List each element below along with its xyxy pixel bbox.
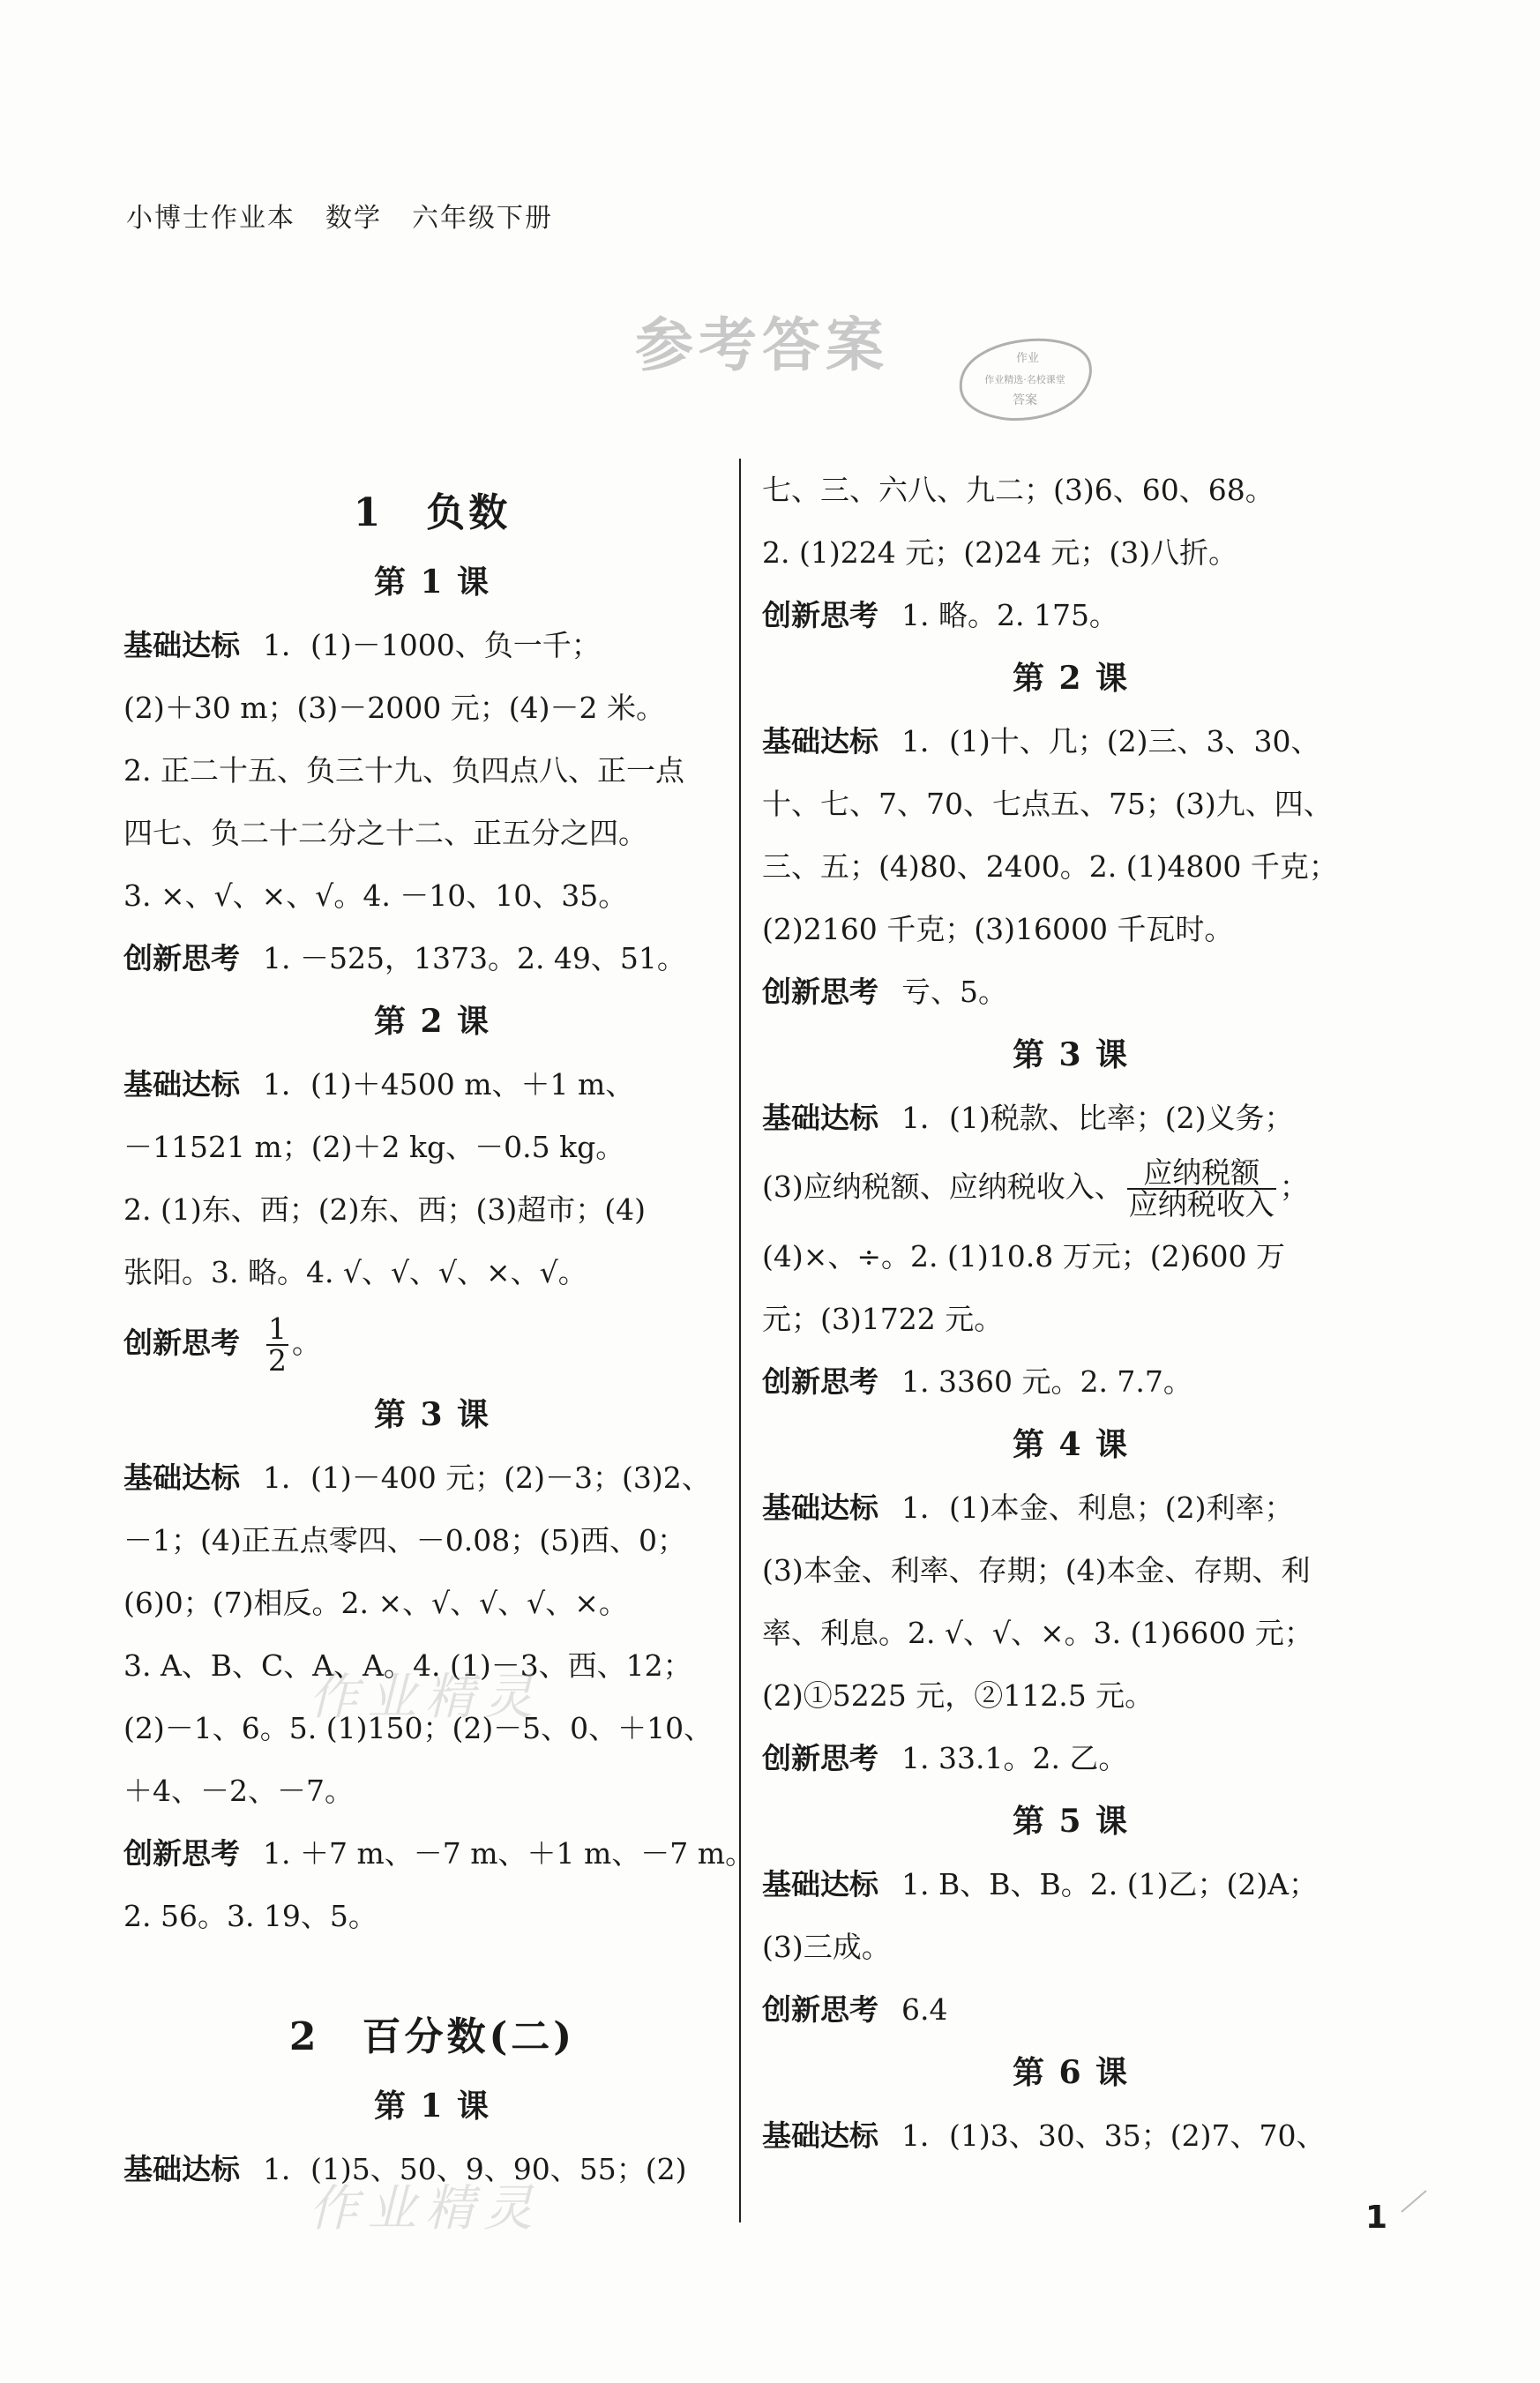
answer-line: 元；(3)1722 元。 (762, 1302, 1004, 1336)
lesson-heading: 第 5 课 (1012, 1803, 1130, 1840)
stamp-bottom-text: 答案 (1013, 393, 1037, 407)
answer-line: 创新思考 $\frac{1}{2}$ 。 (123, 1311, 321, 1378)
lesson-heading: 第 2 课 (1012, 660, 1130, 697)
answer-line: (4)×、÷。2. (1)10.8 万元；(2)600 万 (762, 1239, 1285, 1274)
basic-label: 基础达标 (123, 2152, 240, 2186)
basic-label: 基础达标 (123, 1460, 240, 1495)
answer-line: 张阳。3. 略。4. √、√、√、×、√。 (123, 1255, 587, 1289)
answer-line: 创新思考 1. 33.1。2. 乙。 (762, 1741, 1128, 1775)
answer-line: (3)本金、利率、存期；(4)本金、存期、利 (762, 1553, 1311, 1587)
book-header (126, 196, 583, 235)
answer-line: (6)0；(7)相反。2. ×、√、√、√、×。 (123, 1586, 628, 1620)
answer-line: (3)三成。 (762, 1930, 891, 1964)
left-column (123, 476, 755, 2200)
unit-heading: 2 百分数(二) (288, 2014, 576, 2059)
grade-name: 六年级下册 (412, 203, 553, 234)
answer-line: ＋4、－2、－7。 (123, 1774, 354, 1808)
lesson-heading: 第 3 课 (1012, 1036, 1130, 1073)
answer-line: －11521 m；(2)＋2 kg、－0.5 kg。 (123, 1130, 625, 1164)
lesson-heading: 第 4 课 (1012, 1426, 1130, 1463)
series-name: 小博士作业本 (126, 203, 295, 234)
innovation-label: 创新思考 (762, 598, 878, 632)
answer-line: 2. 正二十五、负三十九、负四点八、正一点 (123, 753, 684, 788)
stamp-top-text: 作业 (1015, 352, 1040, 365)
basic-label: 基础达标 (762, 1490, 878, 1525)
answer-line: 2. (1)224 元；(2)24 元；(3)八折。 (762, 535, 1238, 570)
answer-line: (2)－1、6。5. (1)150；(2)－5、0、＋10、 (123, 1711, 714, 1745)
answer-line: 基础达标 1．(1)3、30、35；(2)7、70、 (762, 2118, 1326, 2153)
answer-line: (2)＋30 m；(3)－2000 元；(4)－2 米。 (123, 691, 665, 725)
seal-stamp (944, 326, 1103, 432)
answer-line: 基础达标 1．(1)5、50、9、90、55；(2) (123, 2152, 687, 2186)
stamp-mid-text: 作业精选·名校课堂 (984, 374, 1065, 385)
lesson-heading: 第 6 课 (1012, 2054, 1130, 2091)
basic-label: 基础达标 (123, 628, 240, 662)
innovation-label: 创新思考 (123, 1326, 240, 1360)
innovation-label: 创新思考 (123, 941, 240, 975)
answer-line: 三、五；(4)80、2400。2. (1)4800 千克； (762, 849, 1338, 884)
fraction: $\frac{\text{应纳税额}}{\text{应纳税收入}}$ (1128, 1155, 1275, 1221)
page-number: 1 (1365, 2200, 1388, 2236)
lesson-heading: 第 1 课 (373, 564, 491, 601)
corner-mark-icon (1398, 2185, 1430, 2217)
fraction: $\frac{1}{2}$ (268, 1311, 287, 1378)
answer-line: 率、利息。2. √、√、×。3. (1)6600 元； (762, 1616, 1313, 1650)
answer-line: 创新思考 亏、5。 (762, 975, 1007, 1009)
answer-line: 3. A、B、C、A、A。4. (1)－3、西、12； (123, 1648, 692, 1683)
answer-line: (2)2160 千克；(3)16000 千瓦时。 (762, 912, 1234, 946)
innovation-label: 创新思考 (123, 1836, 240, 1871)
watermark: 作业精灵 (309, 2180, 542, 2237)
lesson-heading: 第 2 课 (373, 1003, 491, 1040)
answer-line: 四七、负二十二分之十二、正五分之四。 (123, 816, 647, 850)
answer-line: 创新思考 1. 略。2. 175。 (762, 598, 1118, 632)
answer-line: 创新思考 1. ＋7 m、－7 m、＋1 m、－7 m。 (123, 1836, 755, 1871)
answer-line: －1；(4)正五点零四、－0.08；(5)西、0； (123, 1523, 686, 1558)
lesson-heading: 第 1 课 (373, 2088, 491, 2125)
answer-line: 基础达标 1．(1)＋4500 m、＋1 m、 (123, 1067, 635, 1102)
answer-line: 创新思考 6.4 (762, 1992, 948, 2027)
innovation-label: 创新思考 (762, 1364, 878, 1399)
answer-line: 基础达标 1．(1)－1000、负一千； (123, 628, 601, 662)
answer-line: 2. 56。3. 19、5。 (123, 1899, 378, 1933)
innovation-label: 创新思考 (762, 1992, 878, 2027)
basic-label: 基础达标 (762, 1867, 878, 1901)
subject-name: 数学 (325, 203, 382, 234)
basic-label: 基础达标 (762, 1101, 878, 1135)
page-title: 参考答案 (635, 310, 889, 379)
answer-line: 基础达标 1. B、B、B。2. (1)乙；(2)A； (762, 1867, 1319, 1901)
answer-line: (3)应纳税额、应纳税收入、 $\frac{\text{应纳税额}}{\text{应纳税收入}}$ ； (762, 1155, 1309, 1221)
answer-line: 基础达标 1．(1)－400 元；(2)－3；(3)2、 (123, 1460, 711, 1495)
answer-line: 十、七、7、70、七点五、75；(3)九、四、 (762, 787, 1333, 821)
answer-line: 七、三、六八、九二；(3)6、60、68。 (762, 473, 1275, 507)
answer-line: 2. (1)东、西；(2)东、西；(3)超市；(4) (123, 1192, 646, 1227)
basic-label: 基础达标 (762, 2118, 878, 2153)
right-column (762, 459, 1379, 2167)
answer-line: 基础达标 1．(1)税款、比率；(2)义务； (762, 1101, 1294, 1135)
answer-line: 基础达标 1．(1)本金、利息；(2)利率； (762, 1490, 1294, 1525)
unit-heading: 1 负数 (353, 490, 512, 535)
innovation-label: 创新思考 (762, 975, 878, 1009)
basic-label: 基础达标 (762, 724, 878, 758)
answer-line: 创新思考 1. 3360 元。2. 7.7。 (762, 1364, 1192, 1399)
innovation-label: 创新思考 (762, 1741, 878, 1775)
basic-label: 基础达标 (123, 1067, 240, 1102)
answer-line: 基础达标 1．(1)十、几；(2)三、3、30、 (762, 724, 1320, 758)
answer-line: 创新思考 1. －525，1373。2. 49、51。 (123, 941, 686, 975)
lesson-heading: 第 3 课 (373, 1396, 491, 1433)
watermark: 作业精灵 (309, 1669, 542, 1726)
answer-line: 3. ×、√、×、√。4. －10、10、35。 (123, 878, 628, 913)
answer-line: (2)①5225 元，②112.5 元。 (762, 1678, 1155, 1713)
